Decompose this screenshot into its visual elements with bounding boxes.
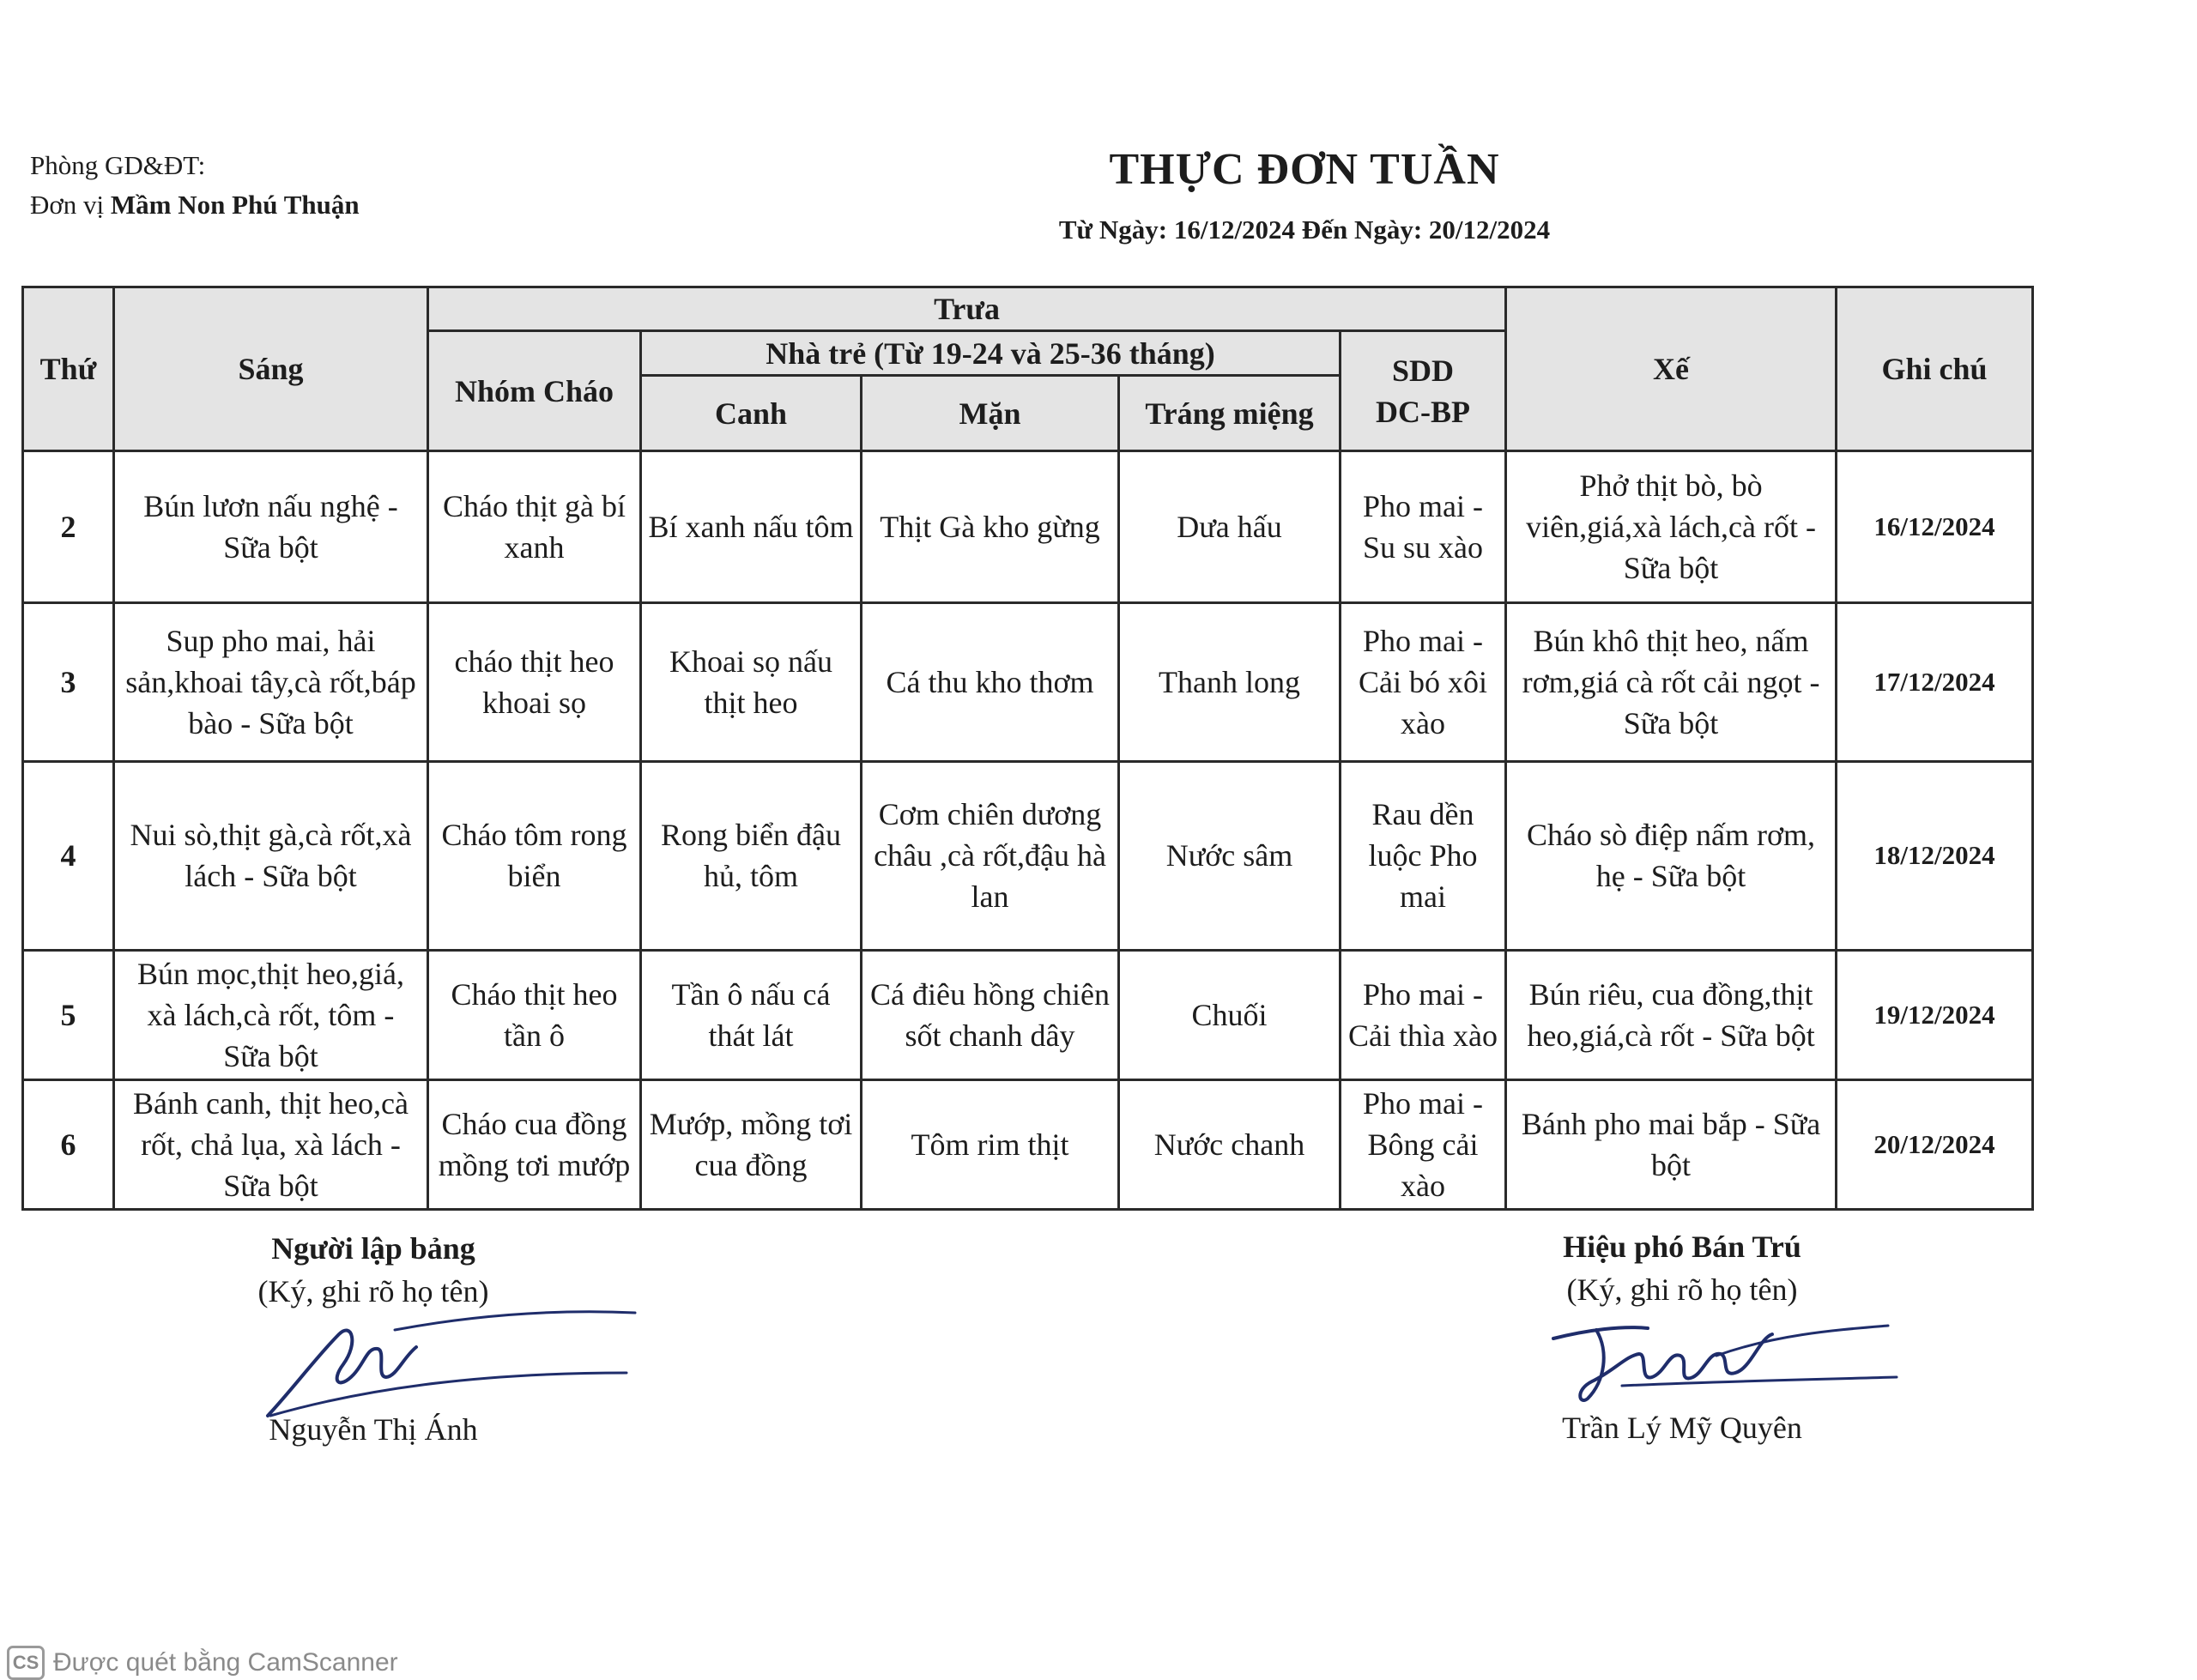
cell-man: Thịt Gà kho gừng [862, 451, 1119, 603]
header-sdd [1341, 331, 1506, 451]
cell-canh: Tần ô nấu cá thát lát [641, 950, 862, 1079]
cell-xe: Bún khô thịt heo, nấm rơm,giá cà rốt cải ngọt - Sữa bột [1506, 603, 1837, 761]
cell-nhom-chao: Cháo thịt heo tần ô [428, 950, 641, 1079]
cell-nhom-chao: cháo thịt heo khoai sọ [428, 603, 641, 761]
cell-thu: 2 [23, 451, 114, 603]
camscanner-text: Được quét bằng CamScanner [53, 1648, 398, 1677]
cell-canh: Bí xanh nấu tôm [641, 451, 862, 603]
school-name: Mầm Non Phú Thuận [110, 190, 360, 220]
cell-trang-mieng: Nước chanh [1119, 1079, 1341, 1209]
camscanner-watermark [7, 1646, 398, 1680]
cell-trang-mieng: Nước sâm [1119, 761, 1341, 950]
cell-sang: Bún lươn nấu nghệ - Sữa bột [114, 451, 428, 603]
header-thu: Thứ [23, 287, 114, 451]
header-trua: Trưa [428, 287, 1506, 331]
preparer-name: Nguyễn Thị Ánh [269, 1412, 478, 1447]
cell-man: Tôm rim thịt [862, 1079, 1119, 1209]
cell-canh: Khoai sọ nấu thịt heo [641, 603, 862, 761]
cell-man: Cá điêu hồng chiên sốt chanh dây [862, 950, 1119, 1079]
vice-principal-name: Trần Lý Mỹ Quyên [1562, 1411, 1802, 1445]
cell-xe: Bún riêu, cua đồng,thịt heo,giá,cà rốt - Sữa bột [1506, 950, 1837, 1079]
cell-xe: Bánh pho mai bắp - Sữa bột [1506, 1079, 1837, 1209]
cell-trang-mieng: Chuối [1119, 950, 1341, 1079]
header-sdd-line1: SDD [1392, 353, 1455, 388]
header-canh: Canh [641, 376, 862, 451]
cell-ghi-chu: 20/12/2024 [1837, 1079, 2033, 1209]
cell-sang: Bánh canh, thịt heo,cà rốt, chả lụa, xà lách - Sữa bột [114, 1079, 428, 1209]
header-sdd-line2: DC-BP [1376, 394, 1471, 429]
table-row [23, 761, 2033, 950]
cell-sang: Bún mọc,thịt heo,giá, xà lách,cà rốt, tôm - Sữa bột [114, 950, 428, 1079]
cell-canh: Rong biển đậu hủ, tôm [641, 761, 862, 950]
unit-line [30, 185, 360, 225]
header-xe: Xế [1506, 287, 1837, 451]
cell-nhom-chao: Cháo tôm rong biển [428, 761, 641, 950]
organization-header [30, 146, 360, 225]
cell-canh: Mướp, mồng tơi cua đồng [641, 1079, 862, 1209]
header-ghi-chu: Ghi chú [1837, 287, 2033, 451]
cell-ghi-chu: 17/12/2024 [1837, 603, 2033, 761]
table-row [23, 1079, 2033, 1209]
header-nha-tre: Nhà trẻ (Từ 19-24 và 25-36 tháng) [641, 331, 1341, 376]
cell-ghi-chu: 18/12/2024 [1837, 761, 2033, 950]
cell-xe: Cháo sò điệp nấm rơm, hẹ - Sữa bột [1506, 761, 1837, 950]
unit-prefix: Đơn vị [30, 190, 105, 220]
cell-ghi-chu: 19/12/2024 [1837, 950, 2033, 1079]
cell-nhom-chao: Cháo cua đồng mồng tơi mướp [428, 1079, 641, 1209]
cell-xe: Phở thịt bò, bò viên,giá,xà lách,cà rốt - Sữa bột [1506, 451, 1837, 603]
cell-trang-mieng: Thanh long [1119, 603, 1341, 761]
cell-thu: 5 [23, 950, 114, 1079]
cell-sdd: Pho mai - Bông cải xào [1341, 1079, 1506, 1209]
cell-ghi-chu: 16/12/2024 [1837, 451, 2033, 603]
table-row [23, 950, 2033, 1079]
cell-sang: Nui sò,thịt gà,cà rốt,xà lách - Sữa bột [114, 761, 428, 950]
preparer-role: Người lập bảng [271, 1231, 475, 1266]
cell-man: Cơm chiên dương châu ,cà rốt,đậu hà lan [862, 761, 1119, 950]
camscanner-logo-icon: CS [7, 1646, 45, 1680]
weekly-menu-table [21, 286, 2034, 1211]
vice-principal-signature-scribble [1545, 1304, 1905, 1416]
cell-thu: 4 [23, 761, 114, 950]
cell-sdd: Pho mai - Su su xào [1341, 451, 1506, 603]
cell-sang: Sup pho mai, hải sản,khoai tây,cà rốt,báp bào - Sữa bột [114, 603, 428, 761]
signature-block-right [1485, 1225, 1879, 1311]
page-title: THỰC ĐƠN TUẦN [1109, 145, 1500, 194]
vice-principal-role: Hiệu phó Bán Trú [1563, 1230, 1801, 1264]
department-line: Phòng GD&ĐT: [30, 150, 206, 180]
preparer-signature-scribble [257, 1296, 652, 1424]
cell-thu: 6 [23, 1079, 114, 1209]
vice-principal-instruction: (Ký, ghi rõ họ tên) [1566, 1272, 1798, 1307]
header-sang: Sáng [114, 287, 428, 451]
cell-nhom-chao: Cháo thịt gà bí xanh [428, 451, 641, 603]
header-man: Mặn [862, 376, 1119, 451]
cell-man: Cá thu kho thơm [862, 603, 1119, 761]
table-row [23, 603, 2033, 761]
date-range: Từ Ngày: 16/12/2024 Đến Ngày: 20/12/2024 [1058, 215, 1551, 245]
header-nhom-chao: Nhóm Cháo [428, 331, 641, 451]
cell-sdd: Pho mai - Cải bó xôi xào [1341, 603, 1506, 761]
header-trang-mieng: Tráng miệng [1119, 376, 1341, 451]
cell-trang-mieng: Dưa hấu [1119, 451, 1341, 603]
table-row [23, 451, 2033, 603]
cell-thu: 3 [23, 603, 114, 761]
cell-sdd: Rau dền luộc Pho mai [1341, 761, 1506, 950]
cell-sdd: Pho mai - Cải thìa xào [1341, 950, 1506, 1079]
preparer-instruction: (Ký, ghi rõ họ tên) [257, 1274, 489, 1308]
